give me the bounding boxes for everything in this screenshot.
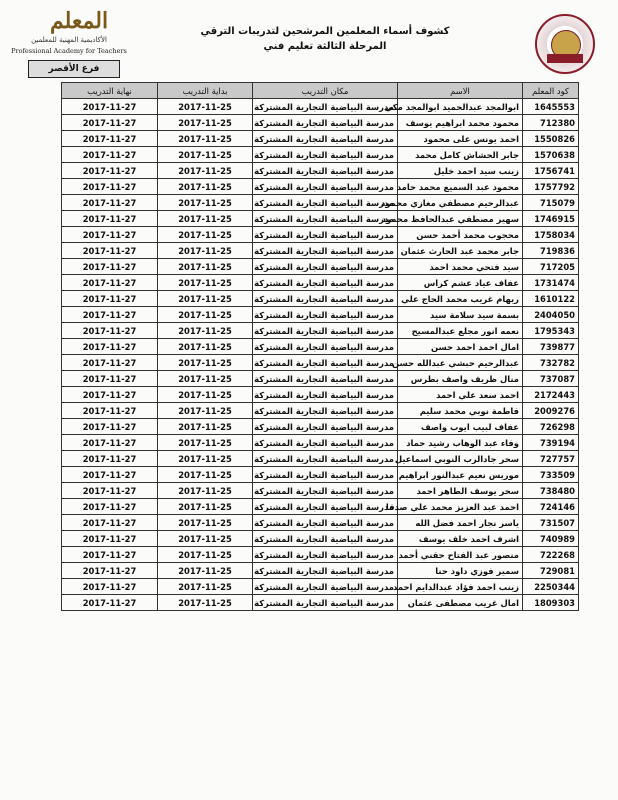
cell-code: 1645553: [523, 99, 579, 115]
cell-end: 2017-11-27: [62, 179, 158, 195]
table-body: [62, 99, 579, 611]
cell-place: مدرسة البياضية التجارية المشتركة: [253, 515, 398, 531]
cell-start: 2017-11-25: [158, 483, 253, 499]
teachers-table: [61, 82, 579, 611]
table-row: [62, 227, 579, 243]
cell-start: 2017-11-25: [158, 371, 253, 387]
page-header: [0, 0, 618, 82]
cell-start: 2017-11-25: [158, 323, 253, 339]
table-row: [62, 147, 579, 163]
cell-place: مدرسة البياضية التجارية المشتركة: [253, 131, 398, 147]
header-place: مكان التدريب: [253, 83, 398, 99]
cell-code: 1570638: [523, 147, 579, 163]
cell-name: عبدالرحيم مصطفي مغازي محمود: [398, 195, 523, 211]
cell-start: 2017-11-25: [158, 163, 253, 179]
table-row: [62, 499, 579, 515]
cell-code: 740989: [523, 531, 579, 547]
header-code: كود المعلم: [523, 83, 579, 99]
seal-ribbon: [547, 54, 583, 63]
cell-start: 2017-11-25: [158, 131, 253, 147]
cell-end: 2017-11-27: [62, 291, 158, 307]
cell-end: 2017-11-27: [62, 371, 158, 387]
cell-name: موريس نعيم عبدالنور ابراهيم: [398, 467, 523, 483]
cell-start: 2017-11-25: [158, 435, 253, 451]
cell-name: سحر يوسف الطاهر احمد: [398, 483, 523, 499]
cell-end: 2017-11-27: [62, 243, 158, 259]
cell-place: مدرسة البياضية التجارية المشتركة: [253, 227, 398, 243]
cell-start: 2017-11-25: [158, 195, 253, 211]
cell-end: 2017-11-27: [62, 563, 158, 579]
cell-place: مدرسة البياضية التجارية المشتركة: [253, 115, 398, 131]
cell-start: 2017-11-25: [158, 179, 253, 195]
table-row: [62, 531, 579, 547]
table-row: [62, 323, 579, 339]
table-row: [62, 435, 579, 451]
cell-end: 2017-11-27: [62, 163, 158, 179]
cell-end: 2017-11-27: [62, 515, 158, 531]
cell-code: 1610122: [523, 291, 579, 307]
cell-code: 729081: [523, 563, 579, 579]
cell-name: سمير فوزي داود حنا: [398, 563, 523, 579]
cell-place: مدرسة البياضية التجارية المشتركة: [253, 211, 398, 227]
cell-start: 2017-11-25: [158, 243, 253, 259]
academy-logo: [10, 6, 128, 78]
cell-place: مدرسة البياضية التجارية المشتركة: [253, 259, 398, 275]
table-row: [62, 467, 579, 483]
cell-name: عبدالرحيم حبشي عبدالله حسن: [398, 355, 523, 371]
cell-name: سحر جادالرب النوبي اسماعيل: [398, 451, 523, 467]
cell-name: بسمة سيد سلامة سيد: [398, 307, 523, 323]
table-row: [62, 307, 579, 323]
cell-code: 2009276: [523, 403, 579, 419]
cell-code: 1731474: [523, 275, 579, 291]
cell-place: مدرسة البياضية التجارية المشتركة: [253, 163, 398, 179]
table-row: [62, 579, 579, 595]
cell-name: محمود عبد السميع محمد حامد: [398, 179, 523, 195]
cell-start: 2017-11-25: [158, 99, 253, 115]
academy-logo-english: Professional Academy for Teachers: [11, 47, 127, 55]
title-line-2: المرحلة الثالثة تعليم فني: [263, 41, 387, 52]
cell-start: 2017-11-25: [158, 355, 253, 371]
cell-start: 2017-11-25: [158, 403, 253, 419]
cell-start: 2017-11-25: [158, 563, 253, 579]
cell-end: 2017-11-27: [62, 387, 158, 403]
cell-place: مدرسة البياضية التجارية المشتركة: [253, 147, 398, 163]
table-row: [62, 483, 579, 499]
table-row: [62, 515, 579, 531]
cell-end: 2017-11-27: [62, 467, 158, 483]
cell-place: مدرسة البياضية التجارية المشتركة: [253, 467, 398, 483]
cell-place: مدرسة البياضية التجارية المشتركة: [253, 243, 398, 259]
header-start: بداية التدريب: [158, 83, 253, 99]
cell-start: 2017-11-25: [158, 275, 253, 291]
cell-end: 2017-11-27: [62, 195, 158, 211]
cell-code: 1550826: [523, 131, 579, 147]
academy-logo-mark: المعلم: [50, 8, 109, 34]
cell-end: 2017-11-27: [62, 579, 158, 595]
cell-place: مدرسة البياضية التجارية المشتركة: [253, 179, 398, 195]
table-row: [62, 339, 579, 355]
cell-code: 722268: [523, 547, 579, 563]
cell-end: 2017-11-27: [62, 595, 158, 611]
cell-code: 737087: [523, 371, 579, 387]
cell-name: زينب احمد فؤاد عبدالدايم احمد: [398, 579, 523, 595]
table-row: [62, 195, 579, 211]
cell-start: 2017-11-25: [158, 499, 253, 515]
cell-end: 2017-11-27: [62, 531, 158, 547]
cell-place: مدرسة البياضية التجارية المشتركة: [253, 483, 398, 499]
cell-end: 2017-11-27: [62, 211, 158, 227]
cell-place: مدرسة البياضية التجارية المشتركة: [253, 419, 398, 435]
cell-name: احمد عبد العزيز محمد علي صدقا: [398, 499, 523, 515]
cell-code: 733509: [523, 467, 579, 483]
cell-start: 2017-11-25: [158, 515, 253, 531]
cell-code: 732782: [523, 355, 579, 371]
cell-name: محمود محمد ابراهيم يوسف: [398, 115, 523, 131]
cell-name: احمد يونس على محمود: [398, 131, 523, 147]
cell-code: 2250344: [523, 579, 579, 595]
cell-start: 2017-11-25: [158, 531, 253, 547]
cell-place: مدرسة البياضية التجارية المشتركة: [253, 531, 398, 547]
cell-end: 2017-11-27: [62, 483, 158, 499]
table-row: [62, 259, 579, 275]
table-row: [62, 403, 579, 419]
cell-place: مدرسة البياضية التجارية المشتركة: [253, 323, 398, 339]
cell-name: ياسر نجار احمد فضل الله: [398, 515, 523, 531]
cell-place: مدرسة البياضية التجارية المشتركة: [253, 579, 398, 595]
cell-name: ريهام غريب محمد الحاج علي: [398, 291, 523, 307]
cell-end: 2017-11-27: [62, 499, 158, 515]
cell-code: 1809303: [523, 595, 579, 611]
cell-code: 739194: [523, 435, 579, 451]
cell-place: مدرسة البياضية التجارية المشتركة: [253, 595, 398, 611]
cell-end: 2017-11-27: [62, 307, 158, 323]
cell-name: فاطمة نوبي محمد سليم: [398, 403, 523, 419]
cell-code: 1746915: [523, 211, 579, 227]
cell-start: 2017-11-25: [158, 307, 253, 323]
cell-end: 2017-11-27: [62, 339, 158, 355]
cell-start: 2017-11-25: [158, 451, 253, 467]
table-row: [62, 179, 579, 195]
cell-name: منصور عبد الفتاح حقني أحمد: [398, 547, 523, 563]
cell-place: مدرسة البياضية التجارية المشتركة: [253, 435, 398, 451]
cell-name: عفاف عياد عشم كراس: [398, 275, 523, 291]
cell-place: مدرسة البياضية التجارية المشتركة: [253, 339, 398, 355]
table-row: [62, 275, 579, 291]
table-row: [62, 211, 579, 227]
cell-name: ابوالمجد عبدالحميد ابوالمجد مكي: [398, 99, 523, 115]
table-row: [62, 595, 579, 611]
cell-end: 2017-11-27: [62, 355, 158, 371]
cell-name: عفاف لبيب ايوب واصف: [398, 419, 523, 435]
cell-name: سهير مصطفي عبدالحافظ محمود: [398, 211, 523, 227]
cell-place: مدرسة البياضية التجارية المشتركة: [253, 563, 398, 579]
cell-name: جابر محمد عبد الحارث عثمان: [398, 243, 523, 259]
cell-place: مدرسة البياضية التجارية المشتركة: [253, 499, 398, 515]
cell-place: مدرسة البياضية التجارية المشتركة: [253, 451, 398, 467]
cell-place: مدرسة البياضية التجارية المشتركة: [253, 403, 398, 419]
cell-code: 1795343: [523, 323, 579, 339]
table-row: [62, 163, 579, 179]
cell-place: مدرسة البياضية التجارية المشتركة: [253, 291, 398, 307]
table-row: [62, 99, 579, 115]
cell-name: وفاء عبد الوهاب رشيد حماد: [398, 435, 523, 451]
cell-end: 2017-11-27: [62, 403, 158, 419]
cell-start: 2017-11-25: [158, 115, 253, 131]
cell-end: 2017-11-27: [62, 99, 158, 115]
cell-place: مدرسة البياضية التجارية المشتركة: [253, 99, 398, 115]
cell-code: 719836: [523, 243, 579, 259]
cell-start: 2017-11-25: [158, 467, 253, 483]
cell-name: جابر الحشاش كامل محمد: [398, 147, 523, 163]
cell-end: 2017-11-27: [62, 227, 158, 243]
table-row: [62, 563, 579, 579]
cell-end: 2017-11-27: [62, 275, 158, 291]
branch-label: فرع الأقصر: [28, 60, 120, 78]
table-row: [62, 291, 579, 307]
cell-start: 2017-11-25: [158, 339, 253, 355]
cell-start: 2017-11-25: [158, 595, 253, 611]
cell-start: 2017-11-25: [158, 227, 253, 243]
table-row: [62, 355, 579, 371]
cell-code: 727757: [523, 451, 579, 467]
table-row: [62, 387, 579, 403]
cell-start: 2017-11-25: [158, 147, 253, 163]
cell-end: 2017-11-27: [62, 419, 158, 435]
cell-start: 2017-11-25: [158, 547, 253, 563]
cell-code: 731507: [523, 515, 579, 531]
cell-end: 2017-11-27: [62, 451, 158, 467]
document-title: [200, 24, 450, 54]
cell-start: 2017-11-25: [158, 579, 253, 595]
cell-code: 739877: [523, 339, 579, 355]
cell-start: 2017-11-25: [158, 259, 253, 275]
table-row: [62, 115, 579, 131]
table-row: [62, 131, 579, 147]
cell-end: 2017-11-27: [62, 147, 158, 163]
cell-end: 2017-11-27: [62, 435, 158, 451]
table-row: [62, 243, 579, 259]
cell-name: زينب سيد احمد خليل: [398, 163, 523, 179]
cell-place: مدرسة البياضية التجارية المشتركة: [253, 387, 398, 403]
cell-end: 2017-11-27: [62, 115, 158, 131]
header-end: نهاية التدريب: [62, 83, 158, 99]
cell-start: 2017-11-25: [158, 291, 253, 307]
cell-start: 2017-11-25: [158, 419, 253, 435]
cell-name: سيد فتحي محمد احمد: [398, 259, 523, 275]
cell-code: 1756741: [523, 163, 579, 179]
cell-code: 717205: [523, 259, 579, 275]
cell-code: 2172443: [523, 387, 579, 403]
cell-end: 2017-11-27: [62, 259, 158, 275]
header-name: الاسم: [398, 83, 523, 99]
cell-place: مدرسة البياضية التجارية المشتركة: [253, 355, 398, 371]
cell-place: مدرسة البياضية التجارية المشتركة: [253, 307, 398, 323]
cell-code: 1757792: [523, 179, 579, 195]
table-row: [62, 419, 579, 435]
table-row: [62, 451, 579, 467]
cell-place: مدرسة البياضية التجارية المشتركة: [253, 275, 398, 291]
cell-code: 712380: [523, 115, 579, 131]
cell-start: 2017-11-25: [158, 387, 253, 403]
cell-name: نعمه انور مجلع عبدالمسيح: [398, 323, 523, 339]
academy-logo-arabic: الأكاديمية المهنية للمعلمين: [31, 36, 107, 44]
cell-name: منال ظريف واصف بطرس: [398, 371, 523, 387]
table-row: [62, 547, 579, 563]
cell-code: 724146: [523, 499, 579, 515]
cell-code: 738480: [523, 483, 579, 499]
ministry-seal: [535, 14, 595, 74]
cell-end: 2017-11-27: [62, 547, 158, 563]
cell-name: احمد سعد علي احمد: [398, 387, 523, 403]
cell-place: مدرسة البياضية التجارية المشتركة: [253, 371, 398, 387]
cell-end: 2017-11-27: [62, 323, 158, 339]
table-row: [62, 371, 579, 387]
cell-name: محجوب محمد أحمد حسن: [398, 227, 523, 243]
cell-code: 726298: [523, 419, 579, 435]
cell-name: امال غريب مصطفى عثمان: [398, 595, 523, 611]
cell-end: 2017-11-27: [62, 131, 158, 147]
cell-place: مدرسة البياضية التجارية المشتركة: [253, 195, 398, 211]
table-header-row: [62, 83, 579, 99]
cell-name: امال احمد احمد حسن: [398, 339, 523, 355]
cell-place: مدرسة البياضية التجارية المشتركة: [253, 547, 398, 563]
title-line-1: كشوف أسماء المعلمين المرشحين لتدريبات الترقي: [200, 26, 450, 37]
cell-code: 715079: [523, 195, 579, 211]
cell-code: 2404050: [523, 307, 579, 323]
cell-name: اشرف احمد خلف يوسف: [398, 531, 523, 547]
cell-code: 1758034: [523, 227, 579, 243]
cell-start: 2017-11-25: [158, 211, 253, 227]
